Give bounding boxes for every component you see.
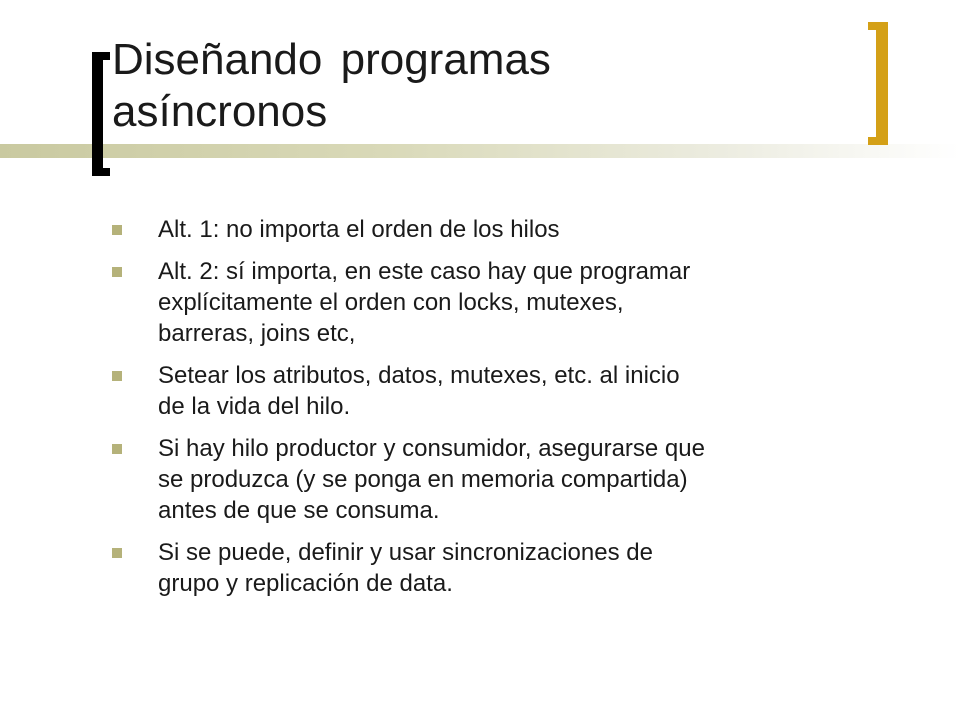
- bullet-list: [112, 214, 912, 610]
- bullet-text-line: Si se puede, definir y usar sincronizaciones de: [158, 539, 653, 566]
- bullet-text-line: grupo y replicación de data.: [158, 570, 453, 597]
- right-bracket-decoration: [876, 22, 888, 145]
- square-bullet-icon: [112, 267, 122, 277]
- square-bullet-icon: [112, 444, 122, 454]
- bullet-item: [112, 360, 912, 422]
- square-bullet-icon: [112, 548, 122, 558]
- bullet-text-line: de la vida del hilo.: [158, 393, 351, 420]
- bullet-text-line: barreras, joins etc,: [158, 320, 356, 347]
- bullet-text-line: se produzca (y se ponga en memoria compartida): [158, 466, 688, 493]
- bullet-text-line: Alt. 2: sí importa, en este caso hay que programar: [158, 258, 691, 285]
- bullet-text-line: antes de que se consuma.: [158, 497, 440, 524]
- slide-title-line-2: asíncronos: [112, 87, 328, 136]
- bullet-text-line: Setear los atributos, datos, mutexes, etc. al inicio: [158, 362, 680, 389]
- bullet-item: [112, 433, 912, 526]
- square-bullet-icon: [112, 371, 122, 381]
- slide-title: [112, 34, 862, 138]
- bullet-text-line: explícitamente el orden con locks, mutexes,: [158, 289, 624, 316]
- bullet-text-line: Si hay hilo productor y consumidor, asegurarse que: [158, 435, 705, 462]
- bullet-text-line: Alt. 1: no importa el orden de los hilos: [158, 216, 560, 243]
- square-bullet-icon: [112, 225, 122, 235]
- title-underline-rule: [0, 144, 960, 158]
- bullet-item: [112, 214, 912, 245]
- bullet-item: [112, 537, 912, 599]
- left-bracket-decoration: [92, 52, 103, 176]
- bullet-item: [112, 256, 912, 349]
- slide-title-line-1: Diseñando programas: [112, 35, 551, 84]
